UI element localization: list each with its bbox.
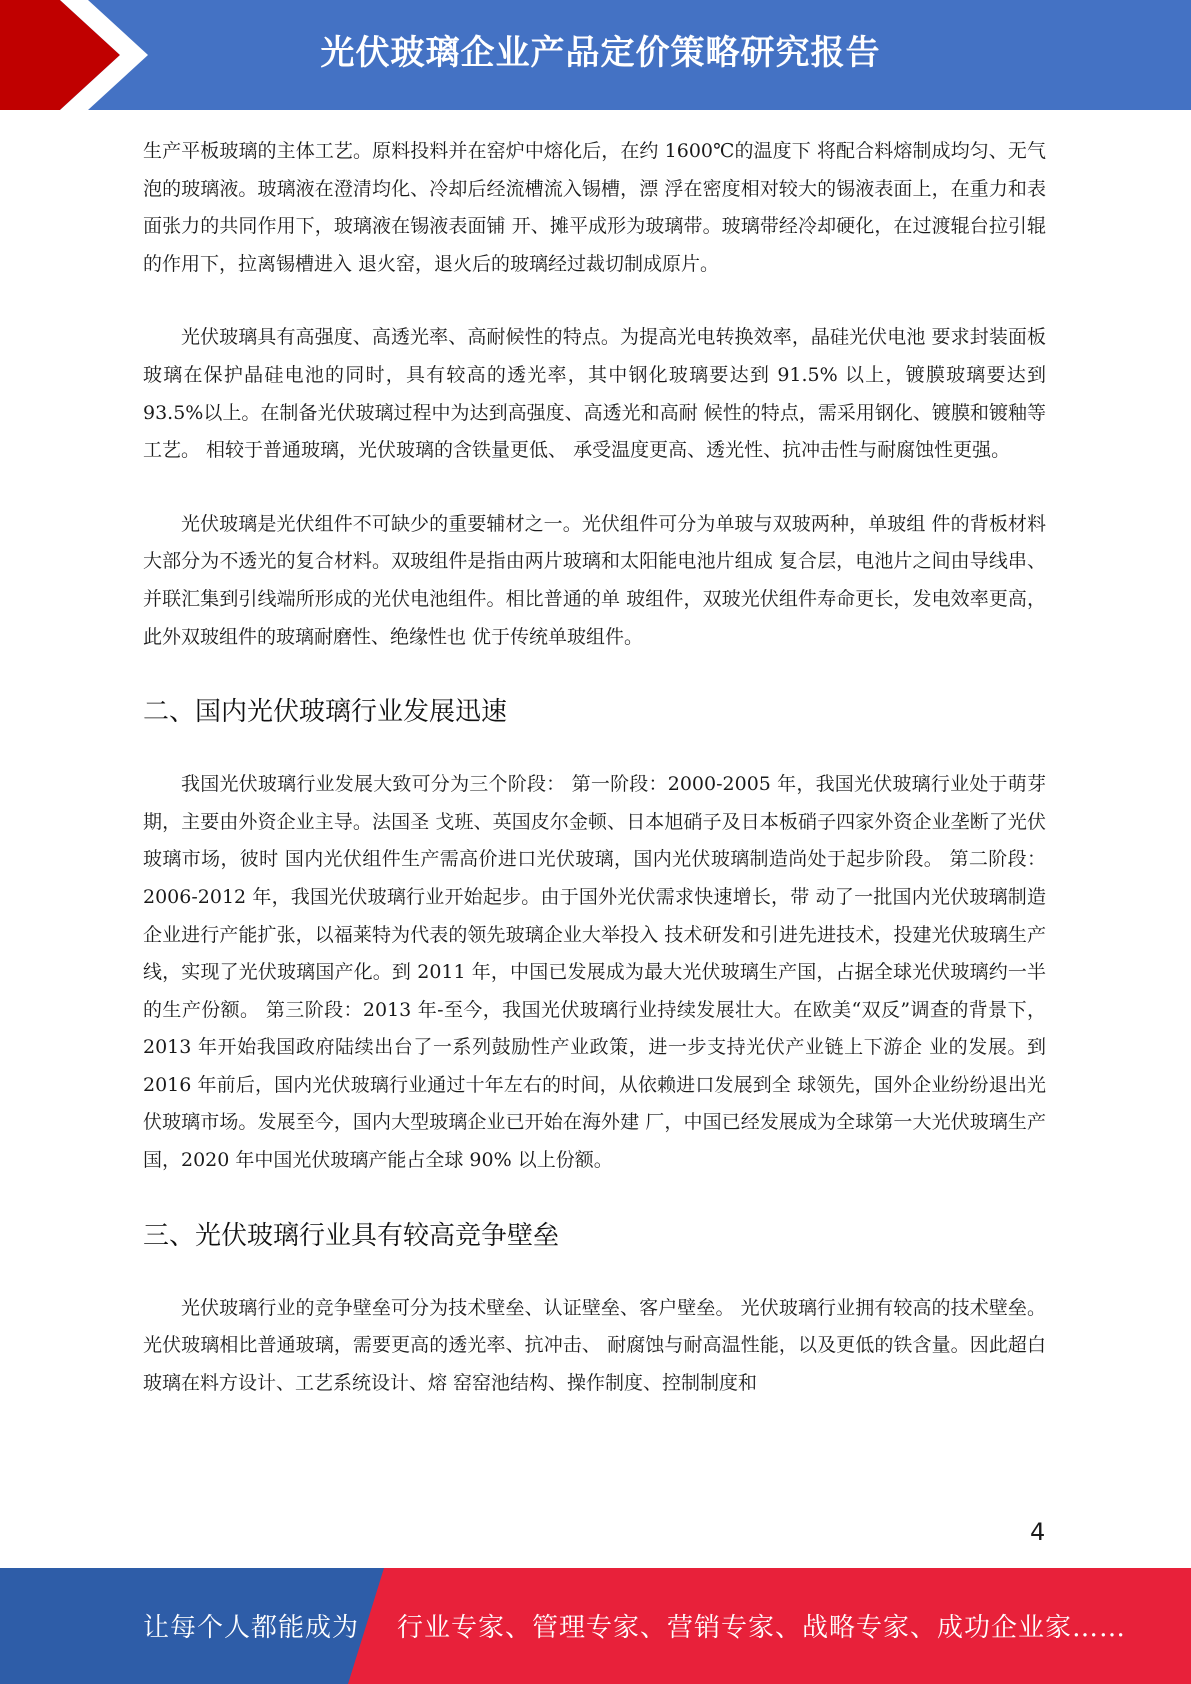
footer-slogan-left: 让每个人都能成为 — [143, 1613, 360, 1643]
report-title: 光伏玻璃企业产品定价策略研究报告 — [320, 33, 881, 73]
paragraph: 我国光伏玻璃行业发展大致可分为三个阶段： 第一阶段：2000-2005 年，我国光伏玻璃行业处于萌芽期，主要由外资企业主导。法国圣 戈班、英国皮尔金顿、日本旭硝子及日本板硝子四家外资企业垄断了光伏玻璃市场，彼时 国内光伏组件生产需高价进口光伏玻璃，国内光伏玻璃制造尚处于起步阶段。 第二阶段：2006-2012 年，我国光伏玻璃行业开始起步。由于国外光伏需求快速增长，带 动了一批国内光伏玻璃制造企业进行产能扩张，以福莱特为代表的领先玻璃企业大举投入 技术研发和引进先进技术，投建光伏玻璃生产线，实现了光伏玻璃国产化。到 2011 年，中国已发展成为最大光伏玻璃生产国，占据全球光伏玻璃约一半的生产份额。 第三阶段：2013 年-至今，我国光伏玻璃行业持续发展壮大。在欧美“双反”调查的背景下， 2013 年开始我国政府陆续出台了一系列鼓励性产业政策，进一步支持光伏产业链上下游企 业的发展。到 2016 年前后，国内光伏玻璃行业通过十年左右的时间，从依赖进口发展到全 球领先，国外企业纷纷退出光伏玻璃市场。发展至今，国内大型玻璃企业已开始在海外建 厂，中国已经发展成为全球第一大光伏玻璃生产国，2020 年中国光伏玻璃产能占全球 90% 以上份额。 — [143, 773, 1046, 1172]
paragraph: 光伏玻璃行业的竞争壁垒可分为技术壁垒、认证壁垒、客户壁垒。 光伏玻璃行业拥有较高的技术壁垒。光伏玻璃相比普通玻璃，需要更高的透光率、抗冲击、 耐腐蚀与耐高温性能，以及更低的铁含量。因此超白玻璃在料方设计、工艺系统设计、熔 窑窑池结构、操作制度、控制制度和 — [143, 1296, 1046, 1394]
page-number: 4 — [1030, 1518, 1046, 1546]
document-body — [143, 133, 1046, 1438]
page-header — [0, 0, 1191, 110]
section-heading: 二、国内光伏玻璃行业发展迅速 — [143, 697, 508, 728]
page-footer — [0, 1568, 1191, 1684]
footer-slogan-right: 行业专家、管理专家、营销专家、战略专家、成功企业家…… — [397, 1613, 1127, 1643]
paragraph: 光伏玻璃具有高强度、高透光率、高耐候性的特点。为提高光电转换效率，晶硅光伏电池 要求封装面板玻璃在保护晶硅电池的同时，具有较高的透光率，其中钢化玻璃要达到 91.5% 以上，镀膜玻璃要达到 93.5%以上。在制备光伏玻璃过程中为达到高强度、高透光和高耐 候性的特点，需采用钢化、镀膜和镀釉等工艺。 相较于普通玻璃，光伏玻璃的含铁量更低、 承受温度更高、透光性、抗冲击性与耐腐蚀性更强。 — [143, 326, 1046, 462]
section-heading: 三、光伏玻璃行业具有较高竞争壁垒 — [143, 1220, 560, 1251]
paragraph: 生产平板玻璃的主体工艺。原料投料并在窑炉中熔化后，在约 1600℃的温度下 将配合料熔制成均匀、无气泡的玻璃液。玻璃液在澄清均化、冷却后经流槽流入锡槽，漂 浮在密度相对较大的锡液表面上，在重力和表面张力的共同作用下，玻璃液在锡液表面铺 开、摊平成形为玻璃带。玻璃带经冷却硬化，在过渡辊台拉引辊的作用下，拉离锡槽进入 退火窑，退火后的玻璃经过裁切制成原片。 — [143, 140, 1046, 275]
paragraph: 光伏玻璃是光伏组件不可缺少的重要辅材之一。光伏组件可分为单玻与双玻两种，单玻组 件的背板材料大部分为不透光的复合材料。双玻组件是指由两片玻璃和太阳能电池片组成 复合层，电池片之间由导线串、并联汇集到引线端所形成的光伏电池组件。相比普通的单 玻组件，双玻光伏组件寿命更长，发电效率更高，此外双玻组件的玻璃耐磨性、绝缘性也 优于传统单玻组件。 — [143, 512, 1046, 648]
